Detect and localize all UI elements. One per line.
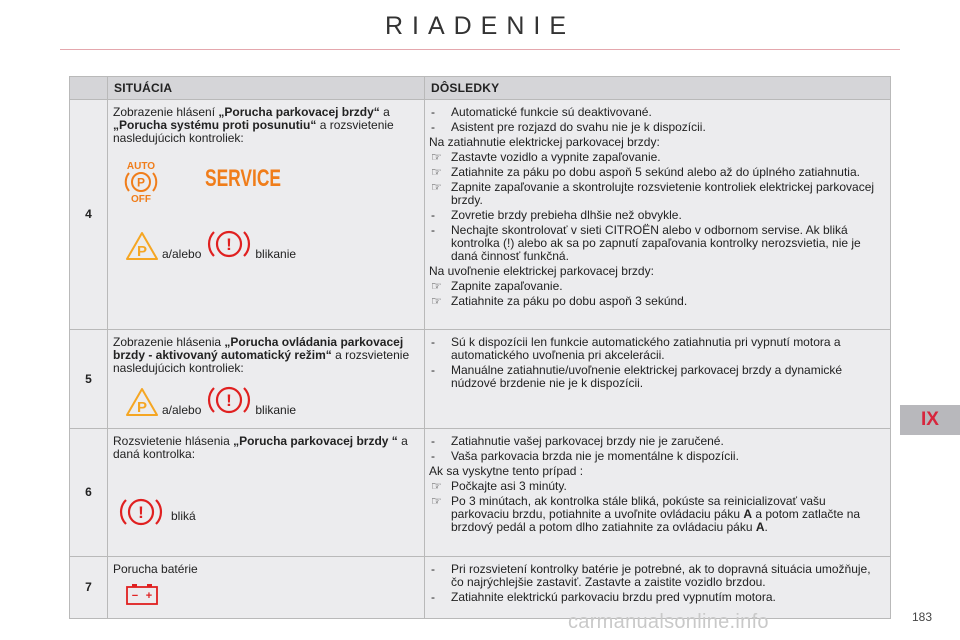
table-row	[70, 429, 891, 557]
and-or-label: a/alebo	[162, 403, 202, 417]
title-divider	[60, 49, 900, 50]
watermark: carmanualsonline.info	[568, 611, 769, 633]
list-item	[429, 336, 884, 362]
list-item	[429, 151, 884, 164]
parking-warning-icon	[125, 387, 159, 417]
pointing-hand-icon: ☞	[431, 180, 442, 194]
svg-text:!: !	[226, 235, 233, 254]
consequences-cell	[425, 100, 891, 330]
dash-marker: -	[431, 223, 435, 237]
blinking-label: blikanie	[255, 403, 297, 417]
consequences-list	[429, 563, 884, 604]
situation-cell	[108, 100, 425, 330]
consequences-list	[429, 435, 884, 493]
situation-text: Zobrazenie hlásení „Porucha parkovacej brzdy“ a „Porucha systému proti posunutiu“ a rozsvietenie nasledujúcich kontroliek:	[113, 105, 394, 145]
list-item-text: Nechajte skontrolovať v sieti CITROËN alebo v odbornom servise. Ak bliká kontrolka (!) alebo ak sa po zapnutí zapaľovania kontrolky nerozsvietia, nie je daná činnosť funkčná.	[451, 223, 861, 263]
pointing-hand-icon: ☞	[431, 165, 442, 179]
header-consequences: DÔSLEDKY	[425, 77, 891, 100]
list-item-text: Pri rozsvietení kontrolky batérie je potrebné, ak to dopravná situácia umožňuje, čo najrýchlejšie zastaviť. Zastavte a zaistite vozidlo brzdou.	[451, 562, 871, 589]
dash-marker: -	[431, 590, 435, 604]
page-title: RIADENIE	[384, 12, 576, 40]
blinking-label: bliká	[171, 509, 196, 523]
svg-text:P: P	[136, 399, 148, 416]
page-number: 183	[912, 610, 933, 624]
situation-cell	[108, 330, 425, 429]
dash-marker: -	[431, 363, 435, 377]
list-item-text: Na uvoľnenie elektrickej parkovacej brzdy:	[429, 264, 654, 278]
dash-marker: -	[431, 449, 435, 463]
situation-text: Rozsvietenie hlásenia „Porucha parkovacej brzdy “ a daná kontrolka:	[113, 434, 408, 461]
list-item-text: Sú k dispozícii len funkcie automatického zatiahnutia pri vypnutí motora a automatického uvoľnenia pri akcelerácii.	[451, 335, 841, 362]
list-item-text: Manuálne zatiahnutie/uvoľnenie elektrickej parkovacej brzdy a dynamické núdzové brzdenie nie je k dispozícii.	[451, 363, 843, 390]
brake-warning-icon	[207, 383, 251, 417]
list-item-text: Zatiahnite za páku po dobu aspoň 5 sekúnd alebo až do úplného zatiahnutia.	[451, 165, 860, 179]
brake-warning-icon	[207, 227, 251, 261]
list-item-text: Zatiahnite elektrickú parkovaciu brzdu pred vypnutím motora.	[451, 590, 776, 604]
situations-table	[69, 76, 891, 619]
dash-marker: -	[431, 105, 435, 119]
list-item	[429, 295, 884, 308]
dash-marker: -	[431, 120, 435, 134]
list-item	[429, 136, 884, 149]
situation-text: Zobrazenie hlásenia „Porucha ovládania parkovacej brzdy - aktivovaný automatický režim“ a rozsvietenie nasledujúcich kontroliek:	[113, 335, 410, 375]
header-situation: SITUÁCIA	[108, 77, 425, 100]
table-header-row	[70, 77, 891, 100]
list-item-text: Zatiahnutie vašej parkovacej brzdy nie je zaručené.	[451, 434, 724, 448]
svg-text:!: !	[226, 391, 233, 410]
consequences-cell	[425, 429, 891, 557]
list-item	[429, 224, 884, 263]
chapter-tab: IX	[900, 405, 960, 435]
situation-cell	[108, 557, 425, 619]
pointing-hand-icon: ☞	[431, 294, 442, 308]
list-item	[429, 181, 884, 207]
dash-marker: -	[431, 335, 435, 349]
list-item	[429, 280, 884, 293]
dash-marker: -	[431, 562, 435, 576]
pointing-hand-icon: ☞	[431, 279, 442, 293]
list-item	[429, 364, 884, 390]
list-item-text: Zastavte vozidlo a vypnite zapaľovanie.	[451, 150, 661, 164]
list-item-text: Zapnite zapaľovanie.	[451, 279, 563, 293]
svg-text:AUTO: AUTO	[126, 161, 156, 172]
list-item-text: Asistent pre rozjazd do svahu nie je k dispozícii.	[451, 120, 706, 134]
svg-text:P: P	[136, 243, 148, 260]
pointing-hand-icon: ☞	[431, 150, 442, 164]
list-item-text: Ak sa vyskytne tento prípad :	[429, 464, 584, 478]
consequences-list	[429, 106, 884, 308]
row-number: 6	[70, 429, 108, 557]
list-item-text: Na zatiahnutie elektrickej parkovacej brzdy:	[429, 135, 660, 149]
row-number: 4	[70, 100, 108, 330]
list-item	[429, 166, 884, 179]
list-item-text: Zatiahnite za páku po dobu aspoň 3 sekúnd.	[451, 294, 688, 308]
list-item	[429, 563, 884, 589]
list-item: ☞ Po 3 minútach, ak kontrolka stále bliká, pokúste sa reinicializovať vašu parkovaciu brzdu, potiahnite a uvoľnite ovládaciu páku A a potom zatlačte na brzdový pedál a potom dlho zatiahnite za ovládaciu páku A.	[431, 494, 861, 534]
list-item	[429, 435, 884, 448]
table-row	[70, 557, 891, 619]
consequences-list	[429, 336, 884, 390]
row-number: 7	[70, 557, 108, 619]
dash-marker: -	[431, 208, 435, 222]
blinking-label: blikanie	[255, 247, 297, 261]
list-item-text: Zovretie brzdy prebieha dlhšie než obvykle.	[451, 208, 682, 222]
list-item-text: Automatické funkcie sú deaktivované.	[451, 105, 652, 119]
svg-text:−: −	[131, 590, 139, 602]
situation-cell	[108, 429, 425, 557]
row-number: 5	[70, 330, 108, 429]
list-item	[429, 209, 884, 222]
svg-text:OFF: OFF	[131, 194, 151, 205]
pointing-hand-icon: ☞	[431, 479, 442, 493]
svg-text:!: !	[138, 503, 144, 522]
consequences-cell	[425, 557, 891, 619]
svg-text:+: +	[145, 590, 153, 602]
list-item	[429, 265, 884, 278]
battery-icon	[125, 582, 159, 606]
list-item	[429, 121, 884, 134]
parking-warning-icon	[125, 231, 159, 261]
situation-text: Porucha batérie	[113, 562, 198, 576]
list-item-text: Počkajte asi 3 minúty.	[451, 479, 567, 493]
list-item-text: Vaša parkovacia brzda nie je momentálne k dispozícii.	[451, 449, 739, 463]
header-num	[70, 77, 108, 100]
consequences-cell	[425, 330, 891, 429]
list-item	[429, 465, 884, 478]
list-item	[429, 106, 884, 119]
list-item	[429, 450, 884, 463]
table-row	[70, 330, 891, 429]
brake-warning-icon	[119, 495, 163, 529]
svg-text:SERVICE: SERVICE	[205, 165, 281, 192]
list-item	[429, 480, 884, 493]
auto-parking-off-icon	[121, 159, 161, 203]
dash-marker: -	[431, 434, 435, 448]
and-or-label: a/alebo	[162, 247, 202, 261]
svg-text:P: P	[136, 175, 146, 190]
service-icon	[203, 163, 283, 193]
list-item	[429, 591, 884, 604]
table-row	[70, 100, 891, 330]
list-item-text: Zapnite zapaľovanie a skontrolujte rozsvietenie kontroliek elektrickej parkovacej brzdy.	[451, 180, 875, 207]
